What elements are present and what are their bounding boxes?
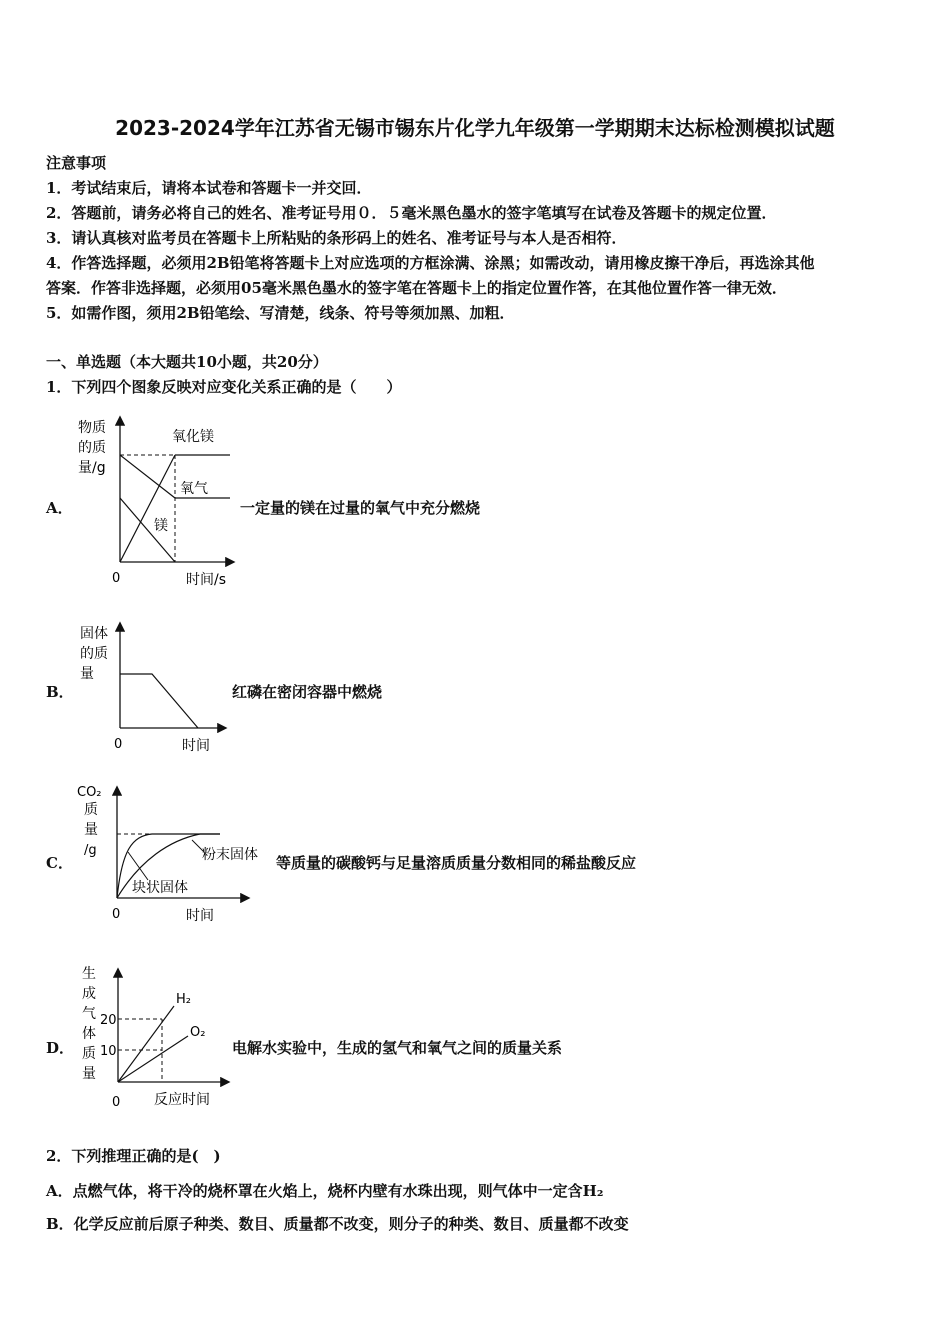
notice-heading: 注意事项 — [46, 154, 107, 172]
option-c-letter: C． — [46, 854, 73, 872]
y-label-line: 生 — [82, 966, 96, 982]
curve-label-mg: 镁 — [154, 518, 168, 534]
x-label: 时间/s — [186, 572, 227, 588]
curve-label-mgo: 氧化镁 — [172, 429, 214, 445]
origin-label: 0 — [112, 907, 121, 922]
graph-d — [70, 962, 235, 1114]
y-label-line: 成 — [82, 986, 96, 1002]
curve-o2 — [118, 1036, 188, 1082]
page-title: 2023-2024学年江苏省无锡市锡东片化学九年级第一学期期末达标检测模拟试题 — [115, 116, 835, 140]
y-label-line: 气 — [82, 1006, 96, 1022]
y-label-line: 固体 — [80, 626, 108, 642]
origin-label: 0 — [112, 1095, 121, 1110]
x-label: 反应时间 — [154, 1092, 210, 1108]
option-a-desc: 一定量的镁在过量的氧气中充分燃烧 — [240, 499, 481, 517]
curve-label-powder: 粉末固体 — [202, 847, 258, 863]
y-label-line: 量 — [84, 822, 98, 838]
notice-item: 4．作答选择题，必须用2B铅笔将答题卡上对应选项的方框涂满、涂黑；如需改动，请用橡皮擦干净后，再选涂其他 — [46, 254, 815, 272]
tick-label-10: 10 — [100, 1044, 117, 1059]
y-label-line: 量 — [82, 1066, 96, 1082]
y-label-line: 体 — [82, 1026, 96, 1042]
origin-label: 0 — [114, 737, 123, 752]
notice-item: 3．请认真核对监考员在答题卡上所粘贴的条形码上的姓名、准考证号与本人是否相符． — [46, 229, 627, 247]
y-label-line: 质 — [84, 802, 98, 818]
option-a-letter: A． — [46, 499, 73, 517]
question-1-stem: 1．下列四个图象反映对应变化关系正确的是（ ） — [46, 378, 402, 396]
notice-item: 答案．作答非选择题，必须用05毫米黑色墨水的签字笔在答题卡上的指定位置作答，在其他位置作答一律无效． — [46, 279, 787, 297]
graph-c — [70, 780, 280, 930]
curve-h2 — [118, 1006, 174, 1082]
y-label-line: 质 — [82, 1046, 96, 1062]
section-heading: 一、单选题（本大题共10小题，共20分） — [46, 353, 328, 371]
graph-a — [70, 410, 245, 595]
y-label-line: 的质 — [78, 440, 106, 456]
tick-label-20: 20 — [100, 1013, 117, 1028]
y-label-line: 物质 — [78, 420, 106, 436]
notice-item: 2．答题前，请务必将自己的姓名、准考证号用０．５毫米黑色墨水的签字笔填写在试卷及答题卡的规定位置． — [46, 204, 777, 222]
x-label: 时间 — [182, 738, 210, 754]
option-c-desc: 等质量的碳酸钙与足量溶质质量分数相同的稀盐酸反应 — [276, 854, 637, 872]
y-label-line: /g — [84, 843, 97, 858]
option-b-desc: 红磷在密闭容器中燃烧 — [232, 683, 383, 701]
y-label-line: 量 — [80, 666, 94, 682]
curve-oxygen — [120, 455, 175, 498]
option-d-desc: 电解水实验中，生成的氢气和氧气之间的质量关系 — [232, 1039, 563, 1057]
y-label-line: CO₂ — [77, 785, 102, 800]
curve-label-h2: H₂ — [176, 992, 191, 1007]
question-2-option-b: B．化学反应前后原子种类、数目、质量都不改变，则分子的种类、数目、质量都不改变 — [46, 1215, 629, 1233]
curve-label-block: 块状固体 — [132, 880, 188, 896]
graph-b — [70, 618, 230, 758]
option-b-letter: B． — [46, 683, 74, 701]
origin-label: 0 — [112, 571, 121, 586]
curve-solid-mass — [120, 674, 198, 728]
question-2-stem: 2．下列推理正确的是( ) — [46, 1147, 221, 1165]
question-2-option-a: A．点燃气体，将干冷的烧杯罩在火焰上，烧杯内壁有水珠出现，则气体中一定含H₂ — [46, 1182, 604, 1200]
curve-label-oxygen: 氧气 — [180, 481, 208, 497]
y-label-line: 量/g — [78, 460, 106, 476]
x-label: 时间 — [186, 908, 214, 924]
notice-item: 5．如需作图，须用2B铅笔绘、写清楚，线条、符号等须加黑、加粗． — [46, 304, 515, 322]
notice-item: 1．考试结束后，请将本试卷和答题卡一并交回． — [46, 179, 372, 197]
y-label-line: 的质 — [80, 646, 108, 662]
option-d-letter: D． — [46, 1039, 75, 1057]
curve-label-o2: O₂ — [190, 1025, 206, 1040]
